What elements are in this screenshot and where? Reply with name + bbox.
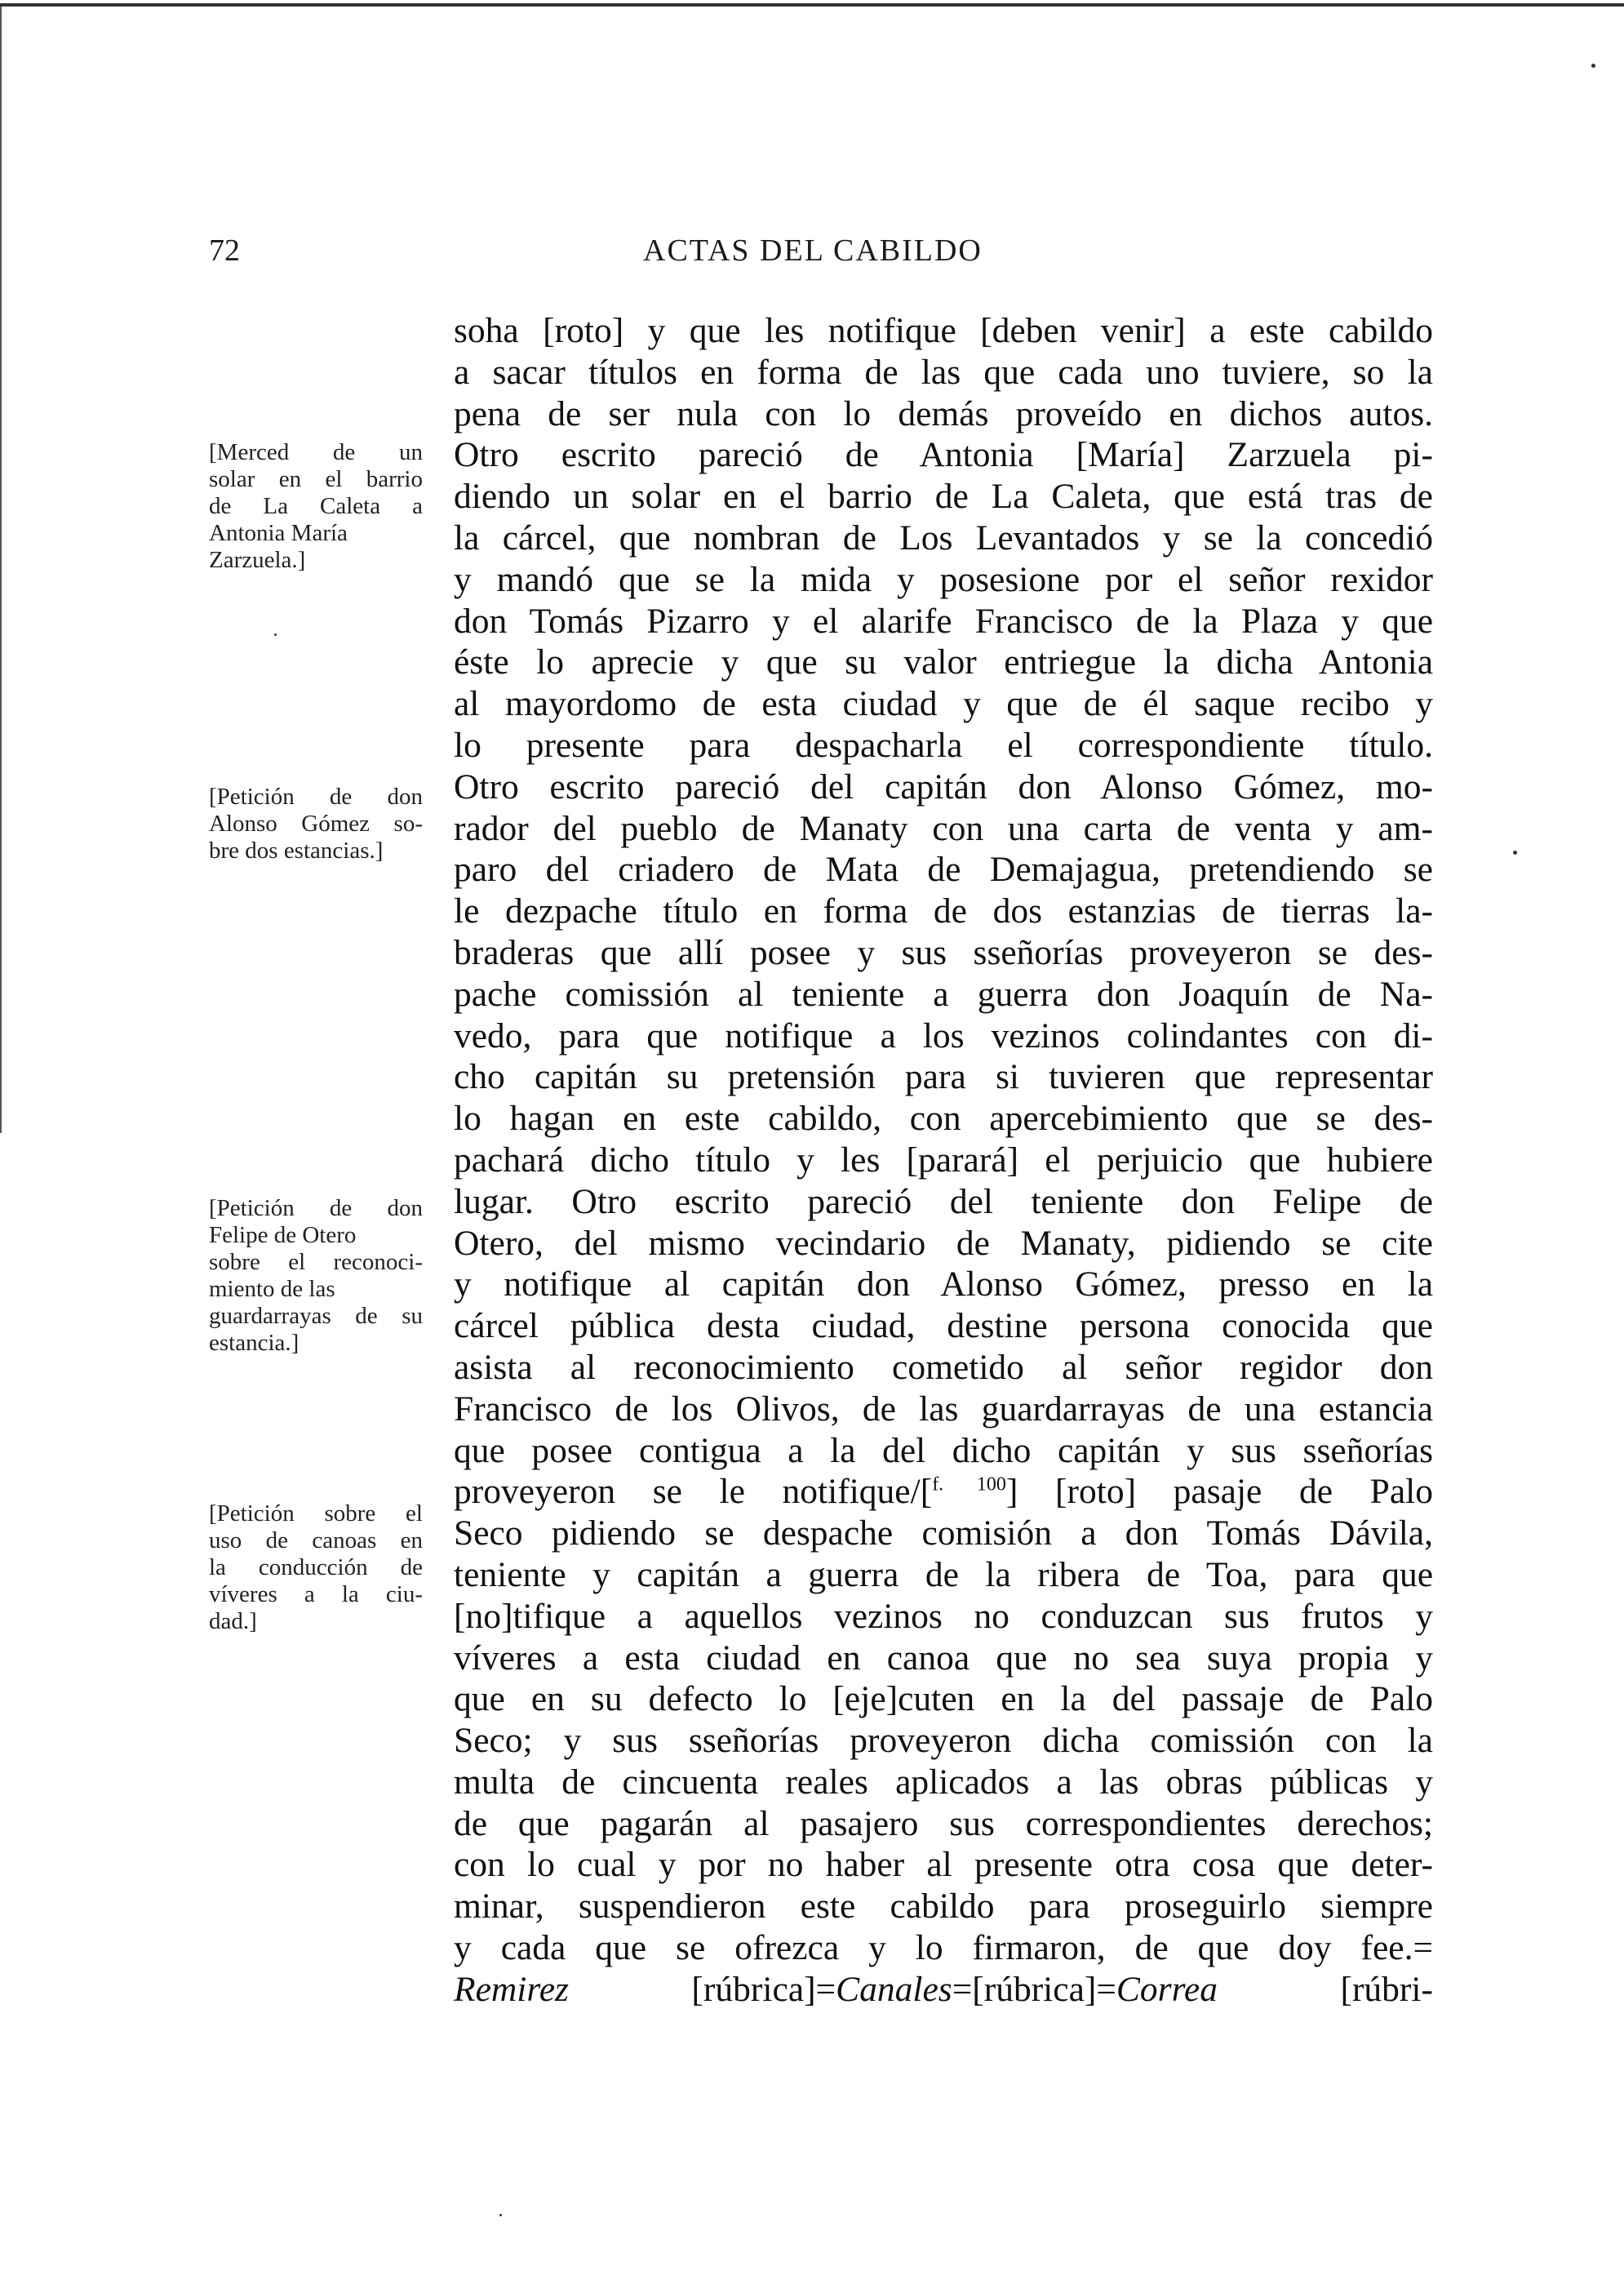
margin-note-line: dad.] [209,1608,257,1634]
body-line: y cada que se ofrezca y lo firmaron, de que doy fee.= [454,1928,1433,1968]
scan-speck [274,633,277,636]
body-line: pachará dicho título y les [parará] el perjuicio que hubiere [454,1140,1433,1180]
margin-note-line: uso de canoas en [209,1527,423,1553]
signature-line [454,1969,1433,2011]
margin-note-solar-caleta [209,439,423,574]
margin-note-line: [Merced de un [209,439,423,465]
body-line: a sacar títulos en forma de las que cada uno tuviere, so la [454,352,1433,392]
body-line: lo hagan en este cabildo, con apercebimiento que se des- [454,1099,1433,1139]
body-text [454,310,1433,2011]
body-line: paro del criadero de Mata de Demajagua, pretendiendo se [454,850,1433,890]
body-line: braderas que allí posee y sus sseñorías proveyeron se des- [454,932,1433,972]
page-number: 72 [209,233,240,268]
body-line: [no]tifique a aquellos vezinos no conduzcan sus frutos y [454,1596,1433,1636]
body-line-folio [454,1471,1433,1513]
margin-note-line: Alonso Gómez so- [209,811,423,837]
top-border-rule [0,3,1624,7]
body-line: víveres a esta ciudad en canoa que no sea suya propia y [454,1638,1433,1678]
margin-note-line: [Petición de don [209,784,423,810]
body-line: que posee contigua a la del dicho capitán y sus sseñorías [454,1430,1433,1470]
body-line: cho capitán su pretensión para si tuvieren que representar [454,1057,1433,1097]
margin-note-canoas [209,1500,423,1635]
body-line: lugar. Otro escrito pareció del teniente don Felipe de [454,1181,1433,1221]
margin-note-line: Zarzuela.] [209,547,306,573]
body-line: lo presente para despacharla el correspondiente título. [454,725,1433,765]
body-line: multa de cincuenta reales aplicados a las obras públicas y [454,1762,1433,1802]
margin-note-felipe-otero [209,1195,423,1357]
body-line: Seco pidiendo se despache comisión a don Tomás Dávila, [454,1513,1433,1553]
body-line: le dezpache título en forma de dos estanzias de tierras la- [454,891,1433,931]
body-line: de que pagarán al pasajero sus correspondientes derechos; [454,1803,1433,1843]
body-line: asista al reconocimiento cometido al señor regidor don [454,1347,1433,1387]
margin-note-line: [Petición sobre el [209,1500,423,1527]
margin-note-line: [Petición de don [209,1195,423,1221]
body-line: con lo cual y por no haber al presente otra cosa que deter- [454,1845,1433,1885]
rubrica-text: =[rúbrica]= [952,1969,1116,2009]
folio-text-before: proveyeron se le notifique/[ [454,1472,933,1512]
signature-canales: Canales [836,1969,952,2009]
body-line: pache comissión al teniente a guerra don Joaquín de Na- [454,974,1433,1014]
body-line: Otro escrito pareció del capitán don Alonso Gómez, mo- [454,767,1433,807]
rubrica-text: [rúbri- [1217,1969,1433,2009]
margin-note-line: la conducción de [209,1554,423,1580]
margin-note-line: víveres a la ciu- [209,1581,423,1607]
running-head: ACTAS DEL CABILDO [643,233,983,268]
body-line: Seco; y sus sseñorías proveyeron dicha comissión con la [454,1721,1433,1761]
body-line: cárcel pública desta ciudad, destine persona conocida que [454,1306,1433,1346]
margin-note-line: Felipe de Otero [209,1222,357,1248]
margin-note-line: bre dos estancias.] [209,838,384,864]
body-line: Otero, del mismo vecindario de Manaty, pidiendo se cite [454,1223,1433,1263]
scan-speck [1591,64,1595,68]
body-line: teniente y capitán a guerra de la ribera de Toa, para que [454,1554,1433,1594]
margin-note-line: miento de las [209,1276,335,1302]
margin-note-line: guardarrayas de su [209,1303,423,1329]
body-line: la cárcel, que nombran de Los Levantados y se la concedió [454,518,1433,558]
body-line: y notifique al capitán don Alonso Gómez, presso en la [454,1264,1433,1304]
margin-note-line: de La Caleta a [209,493,423,519]
body-line: don Tomás Pizarro y el alarife Francisco de la Plaza y que [454,601,1433,641]
body-line: que en su defecto lo [eje]cuten en la del passaje de Palo [454,1679,1433,1719]
body-line: minar, suspendieron este cabildo para proseguirlo siempre [454,1887,1433,1927]
margin-note-line: estancia.] [209,1330,300,1356]
body-line: Otro escrito pareció de Antonia [María] Zarzuela pi- [454,435,1433,475]
body-line: soha [roto] y que les notifique [deben venir] a este cabildo [454,311,1433,350]
body-line: diendo un solar en el barrio de La Caleta, que está tras de [454,477,1433,517]
folio-marker: f. 100 [932,1473,1006,1496]
body-line: y mandó que se la mida y posesione por el señor rexidor [454,559,1433,599]
body-line: rador del pueblo de Manaty con una carta de venta y am- [454,808,1433,848]
margin-note-alonso-gomez [209,784,423,864]
body-line: vedo, para que notifique a los vezinos colindantes con di- [454,1016,1433,1056]
rubrica-text: [rúbrica]= [568,1969,836,2009]
folio-text-after: ] [roto] pasaje de Palo [1005,1472,1433,1512]
body-line: éste lo aprecie y que su valor entriegue la dicha Antonia [454,642,1433,682]
scan-speck [1513,851,1517,855]
body-line: pena de ser nula con lo demás proveído en dichos autos. [454,393,1433,433]
margin-note-line: sobre el reconoci- [209,1249,423,1275]
body-line: al mayordomo de esta ciudad y que de él saque recibo y [454,684,1433,724]
signature-correa: Correa [1116,1969,1218,2009]
scan-speck [499,2214,502,2216]
signature-remirez: Remirez [454,1969,569,2009]
body-line: Francisco de los Olivos, de las guardarrayas de una estancia [454,1389,1433,1429]
margin-note-line: solar en el barrio [209,466,423,492]
left-border-rule [0,7,2,1133]
margin-note-line: Antonia María [209,520,348,546]
